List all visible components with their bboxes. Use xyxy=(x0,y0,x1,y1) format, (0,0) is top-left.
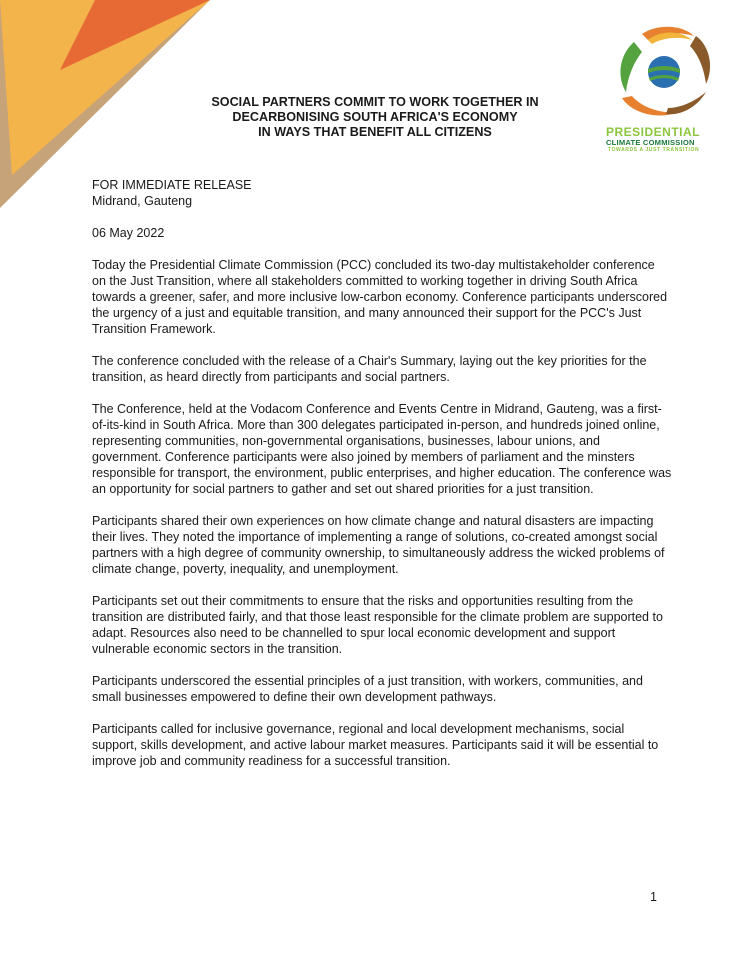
paragraph-4: Participants shared their own experiences on how climate change and natural disasters are impacting their lives. They noted the importance of implementing a range of solutions, co-created amongst social partners with a high degree of community ownership, to simultaneously address the wicked problems of climate change, poverty, inequality, and unemployment. xyxy=(92,514,665,576)
logo-title-presidential: PRESIDENTIAL xyxy=(606,125,701,139)
logo-title-climate-commission: CLIMATE COMMISSION xyxy=(606,138,695,147)
release-line: FOR IMMEDIATE RELEASE xyxy=(92,178,252,192)
page-number: 1 xyxy=(650,890,657,904)
release-location: Midrand, Gauteng xyxy=(92,194,193,208)
press-release-headline xyxy=(160,95,590,140)
paragraph-7: Participants called for inclusive governance, regional and local development mechanisms, social support, skills development, and active labour market measures. Participants said it will be essential to improve job and community readiness for a successful transition. xyxy=(92,722,659,768)
press-release-body xyxy=(92,177,672,769)
headline-line-1: SOCIAL PARTNERS COMMIT TO WORK TOGETHER IN xyxy=(211,95,539,109)
headline-line-3: IN WAYS THAT BENEFIT ALL CITIZENS xyxy=(258,125,492,139)
paragraph-3: The Conference, held at the Vodacom Conference and Events Centre in Midrand, Gauteng, was a first-of-its-kind in South Africa. More than 300 delegates participated in-person, and hundreds joined online, representing communities, non-governmental organisations, businesses, labour unions, and government. Conference participants were also joined by members of parliament and the minsters responsible for transport, the environment, public enterprises, and higher education. The conference was an opportunity for social partners to gather and set out shared priorities for a just transition. xyxy=(92,402,672,496)
paragraph-5: Participants set out their commitments to ensure that the risks and opportunities resulting from the transition are distributed fairly, and that those least responsible for the climate problem are supported to adapt. Resources also need to be channelled to spur local economic development and support vulnerable economic sectors in the transition. xyxy=(92,594,663,656)
logo-tagline: TOWARDS A JUST TRANSITION xyxy=(608,147,700,153)
paragraph-1: Today the Presidential Climate Commission (PCC) concluded its two-day multistakeholder conference on the Just Transition, where all stakeholders committed to working together in driving South Africa towards a greener, safer, and more inclusive low-carbon economy. Conference participants underscored the urgency of a just and equitable transition, and many announced their support for the PCC's Just Transition Framework. xyxy=(92,258,668,336)
paragraph-2: The conference concluded with the release of a Chair's Summary, laying out the key priorities for the transition, as heard directly from participants and social partners. xyxy=(92,354,647,384)
paragraph-6: Participants underscored the essential principles of a just transition, with workers, communities, and small businesses empowered to define their own development pathways. xyxy=(92,674,643,704)
pcc-logo xyxy=(604,22,720,154)
pcc-emblem-icon xyxy=(608,22,716,122)
headline-line-2: DECARBONISING SOUTH AFRICA'S ECONOMY xyxy=(232,110,518,124)
release-info xyxy=(92,177,672,209)
release-date: 06 May 2022 xyxy=(92,226,165,240)
